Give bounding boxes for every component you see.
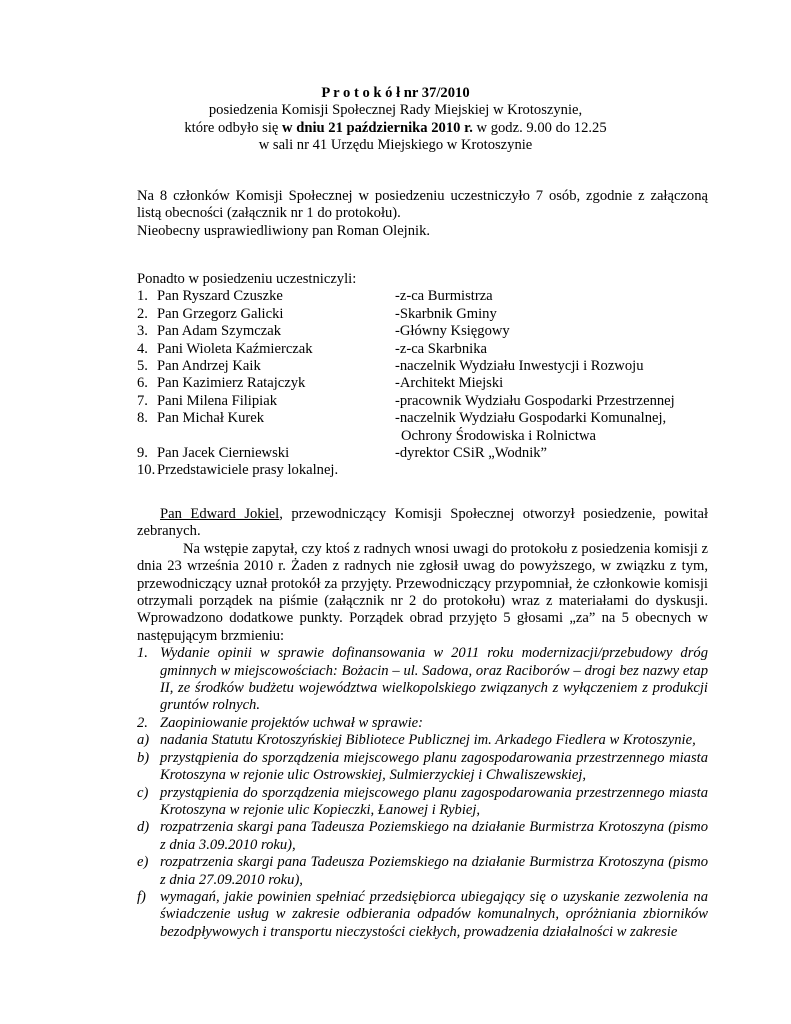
participant-name: Pan Andrzej Kaik [157,357,261,374]
participant-row [137,358,708,375]
agenda-item [137,785,708,820]
agenda-item [137,854,708,889]
agenda-item-text: rozpatrzenia skargi pana Tadeusza Poziemskiego na działanie Burmistrza Krotoszyna (pismo z dnia 27.09.2010 roku), [160,854,708,888]
participants-section [137,271,708,480]
participants-lead: Ponadto w posiedzeniu uczestniczyli: [137,271,357,287]
participant-role: -naczelnik Wydziału Inwestycji i Rozwoju [395,357,644,374]
agenda-intro-paragraph: Na wstępie zapytał, czy ktoś z radnych wnosi uwagi do protokołu z posiedzenia komisji z dnia 23 września 2010 r. Żaden z radnych nie zgłosił uwag do powyższego, w związku z tym, przewodniczący uznał protokół za przyjęty. Przewodniczący przypomniał, że członkowie komisji otrzymali porządek na piśmie (załącznik nr 2 do protokołu) wraz z materiałami do dyskusji. Wprowadzono dodatkowe punkty. Porządek obrad przyjęto 5 głosami „za” na 5 obecnych w następującym brzmieniu: [137,540,708,644]
participant-number: 4. [137,340,148,357]
participant-name: Pan Jacek Cierniewski [157,444,290,461]
participant-role: -z-ca Skarbnika [395,340,487,357]
header-line-1: posiedzenia Komisji Społecznej Rady Miejskiej w Krotoszynie, [208,102,583,119]
agenda-item-label: a) [137,732,150,749]
participant-row [137,462,708,479]
participant-number: 2. [137,305,148,322]
participant-role: -Główny Księgowy [395,323,510,340]
participant-name: Przedstawiciele prasy lokalnej. [157,462,339,479]
agenda-item-text: przystąpienia do sporządzenia miejscowego planu zagospodarowania przestrzennego miasta Krotoszyna w rejonie ulic Kopieczki, Łanowej i Rybiej, [160,784,708,818]
header-line-2-pre: które odbyło się [184,119,283,136]
proceedings-section [137,506,708,941]
agenda-item-label: 2. [137,714,148,731]
participant-name: Pan Ryszard Czuszke [157,288,283,305]
participant-number: 7. [137,392,148,409]
participant-role: -dyrektor CSiR „Wodnik” [395,444,548,461]
agenda-item-text: Zaopiniowanie projektów uchwał w sprawie: [160,714,423,731]
agenda-item-label: d) [137,819,150,836]
participant-row [137,393,708,410]
meeting-date: w dniu 21 października 2010 r. [282,119,473,136]
agenda-item-label: f) [137,888,146,905]
participant-row [137,410,708,427]
agenda-item-text: rozpatrzenia skargi pana Tadeusza Poziemskiego na działanie Burmistrza Krotoszyna (pismo z dnia 3.09.2010 roku), [160,819,708,853]
agenda-item-label: c) [137,784,149,801]
participant-role: Ochrony Środowiska i Rolnictwa [401,427,596,444]
agenda-item [137,645,708,715]
participant-row-continuation [137,428,708,445]
agenda-item [137,750,708,785]
participant-row [137,288,708,305]
agenda-item [137,889,708,941]
participant-number: 3. [137,323,148,340]
participant-row [137,445,708,462]
protocol-title: P r o t o k ó ł nr 37/2010 [321,85,470,101]
participant-name: Pan Kazimierz Ratajczyk [157,375,306,392]
participant-number: 9. [137,444,148,461]
participant-name: Pani Wioleta Kaźmierczak [157,340,313,357]
participant-number: 8. [137,410,148,427]
opening-text: , przewodniczący Komisji Społecznej otworzył posiedzenie, powitał zebranych. [137,506,708,540]
participant-number: 10. [137,462,156,479]
agenda-item [137,715,708,732]
agenda-item-label: b) [137,749,150,766]
agenda-item-label: e) [137,854,149,871]
agenda-item-text: Wydanie opinii w sprawie dofinansowania w 2011 roku modernizacji/przebudowy dróg gminnych w miejscowościach: Bożacin – ul. Sadowa, oraz Raciborów – drogi bez nazwy etap II, ze środków budżetu województwa wielkopolskiego związanych z wyłączeniem z produkcji gruntów rolnych. [160,645,708,714]
participant-role: -z-ca Burmistrza [395,288,493,305]
participant-number: 1. [137,288,148,305]
attendance-paragraph: Na 8 członków Komisji Społecznej w posiedzeniu uczestniczyło 7 osób, zgodnie z załączoną listą obecności (załącznik nr 1 do protokołu). [137,188,708,222]
participant-role: -pracownik Wydziału Gospodarki Przestrzennej [395,392,675,409]
protocol-header [0,85,791,155]
participant-role: -Skarbnik Gminy [395,305,497,322]
header-line-2-post: w godz. 9.00 do 12.25 [472,119,607,136]
participant-number: 6. [137,375,148,392]
participant-number: 5. [137,357,148,374]
agenda-list [137,645,708,941]
participant-row [137,341,708,358]
participant-role: -naczelnik Wydziału Gospodarki Komunalnej, [395,410,667,427]
header-line-3: w sali nr 41 Urzędu Miejskiego w Krotoszynie [258,137,533,154]
absence-note: Nieobecny usprawiedliwiony pan Roman Olejnik. [137,222,431,239]
participant-row [137,306,708,323]
chairman-name: Pan Edward Jokiel [160,506,280,522]
participant-role: -Architekt Miejski [395,375,504,392]
participant-name: Pan Adam Szymczak [157,323,282,340]
agenda-item [137,732,708,749]
opening-paragraph [137,506,708,541]
agenda-item [137,819,708,854]
participant-row [137,323,708,340]
attendance-section [137,188,708,240]
participant-name: Pan Michał Kurek [157,410,264,427]
header-line-2 [0,120,791,137]
agenda-item-label: 1. [137,645,148,662]
agenda-item-text: nadania Statutu Krotoszyńskiej Bibliotece Publicznej im. Arkadego Fiedlera w Krotoszynie, [160,732,696,749]
participant-name: Pan Grzegorz Galicki [157,305,284,322]
participant-name: Pani Milena Filipiak [157,392,277,409]
participant-number [137,428,157,445]
participant-name [157,428,395,445]
participant-role [395,462,708,479]
participant-row [137,375,708,392]
agenda-item-text: przystąpienia do sporządzenia miejscowego planu zagospodarowania przestrzennego miasta Krotoszyna w rejonie ulic Ostrowskiej, Sulmierzyckiej i Chwaliszewskiej, [160,749,708,784]
agenda-item-text: wymagań, jakie powinien spełniać przedsiębiorca ubiegający się o uzyskanie zezwolenia na świadczenie usług w zakresie odbierania odpadów komunalnych, opróżniania zbiorników bezodpływowych i transportu nieczystości ciekłych, prowadzenia działalności w zakresie [160,888,708,940]
